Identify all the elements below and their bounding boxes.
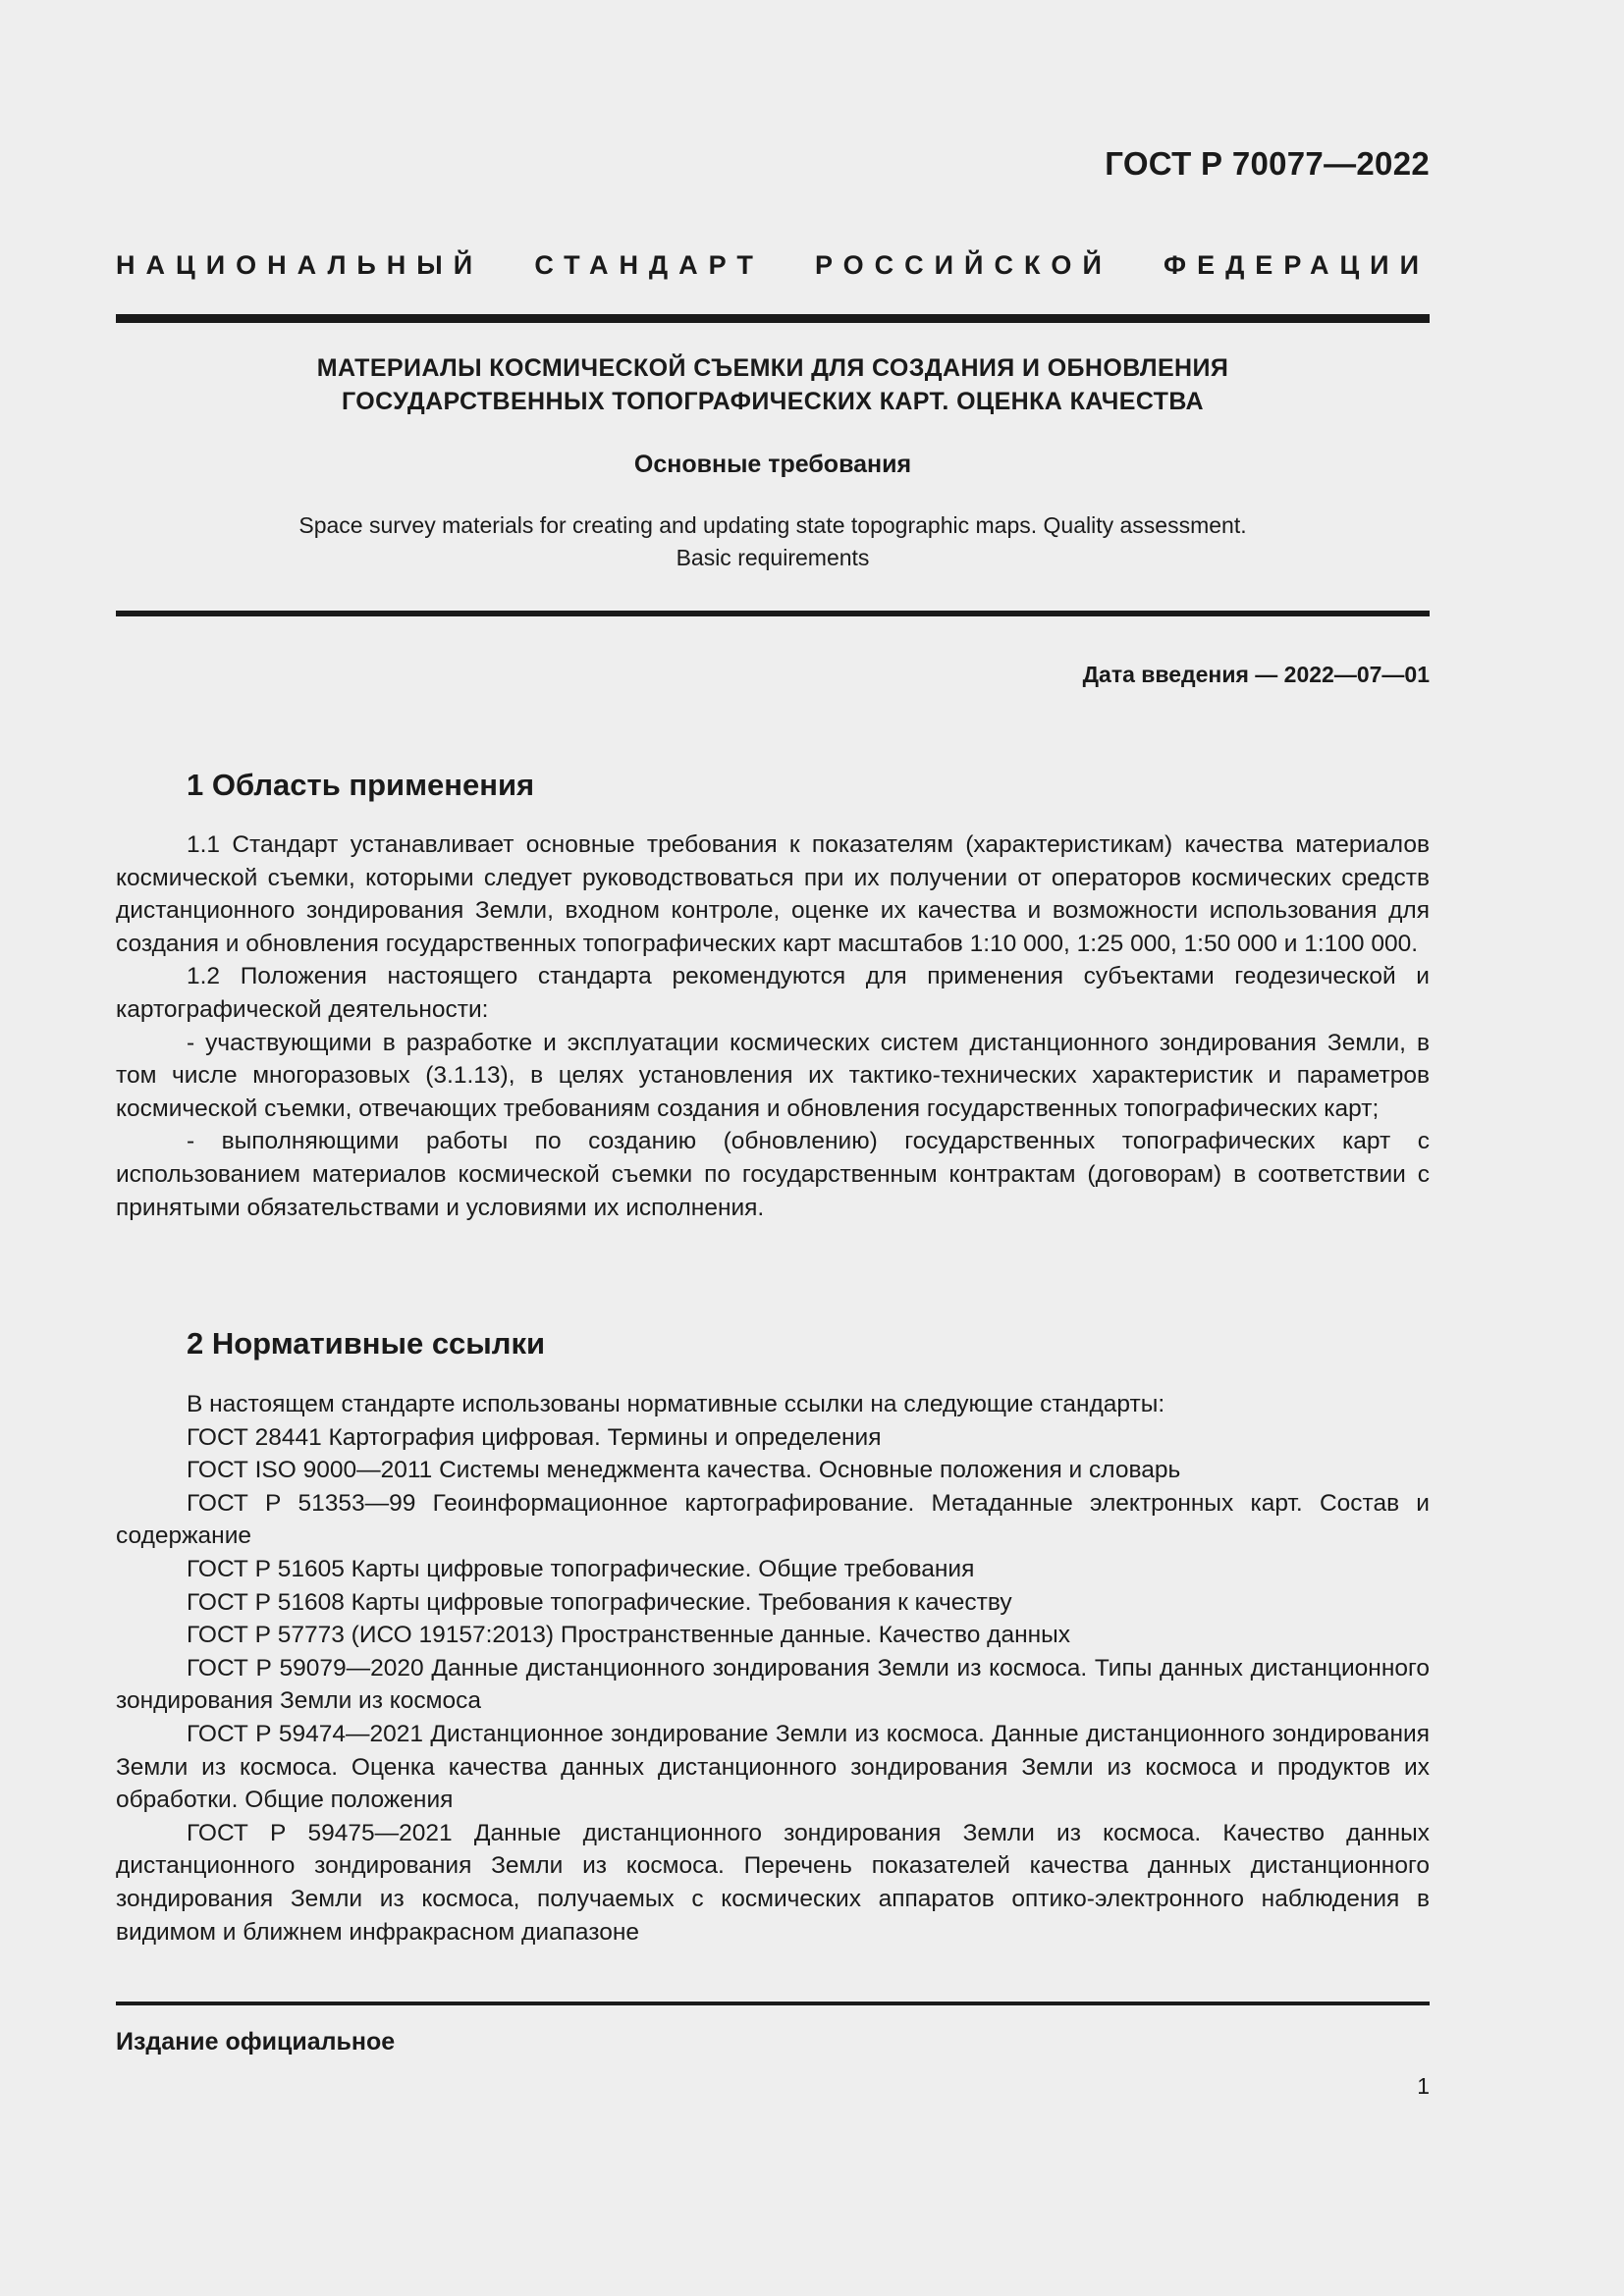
normative-reference: ГОСТ Р 59474—2021 Дистанционное зондирование Земли из космоса. Данные дистанционного зондирования Земли из космоса. Оценка качества данных дистанционного зондирования Земли из космоса и продуктов их обработки. Общие положения <box>116 1720 1430 1814</box>
section-1-paragraph: 1.1 Стандарт устанавливает основные требования к показателям (характеристикам) качества материалов космической съемки, которыми следует руководствоваться при их получении от операторов космических средств дистанционного зондирования Земли, входном контроле, оценке их качества и возможности использования для создания и обновления государственных топографических карт масштабов 1:10 000, 1:25 000, 1:50 000 и 1:100 000. <box>116 831 1430 957</box>
title-en-line-2: Basic requirements <box>676 545 870 570</box>
title-ru-line-1: МАТЕРИАЛЫ КОСМИЧЕСКОЙ СЪЕМКИ ДЛЯ СОЗДАНИЯ И ОБНОВЛЕНИЯ <box>316 354 1229 382</box>
normative-reference: ГОСТ Р 57773 (ИСО 19157:2013) Пространственные данные. Качество данных <box>187 1622 1070 1649</box>
introduction-date: Дата введения — 2022—07—01 <box>1082 662 1430 687</box>
normative-reference: ГОСТ Р 51608 Карты цифровые топографические. Требования к качеству <box>187 1588 1012 1616</box>
normative-reference: ГОСТ Р 59475—2021 Данные дистанционного зондирования Земли из космоса. Качество данных дистанционного зондирования Земли из космоса. Перечень показателей качества данных дистанционного зондирования Земли из космоса, получаемых с космических аппаратов оптико-электронного наблюдения в видимом и ближнем инфракрасном диапазоне <box>116 1819 1430 1946</box>
document-page <box>116 0 1430 2296</box>
section-2-heading: 2 Нормативные ссылки <box>187 1326 546 1361</box>
standard-number: ГОСТ Р 70077—2022 <box>1105 145 1430 182</box>
normative-reference: ГОСТ Р 51353—99 Геоинформационное картографирование. Метаданные электронных карт. Состав и содержание <box>116 1489 1430 1550</box>
document-title-ru <box>116 351 1430 418</box>
footer-rule <box>116 2002 1430 2005</box>
title-ru-line-2: ГОСУДАРСТВЕННЫХ ТОПОГРАФИЧЕСКИХ КАРТ. ОЦЕНКА КАЧЕСТВА <box>342 388 1204 415</box>
section-1-list-item: - выполняющими работы по созданию (обновлению) государственных топографических карт с использованием материалов космической съемки по государственным контрактам (договорам) в соответствии с принятыми обязательствами и условиями их исполнения. <box>116 1128 1430 1221</box>
normative-reference: ГОСТ 28441 Картография цифровая. Термины и определения <box>187 1423 882 1451</box>
section-1-paragraph: 1.2 Положения настоящего стандарта рекомендуются для применения субъектами геодезической и картографической деятельности: <box>116 963 1430 1023</box>
section-2-intro: В настоящем стандарте использованы нормативные ссылки на следующие стандарты: <box>187 1391 1165 1417</box>
section-2-body <box>116 1388 1430 1949</box>
normative-reference: ГОСТ Р 59079—2020 Данные дистанционного зондирования Земли из космоса. Типы данных дистанционного зондирования Земли из космоса <box>116 1654 1430 1715</box>
section-1-list-item: - участвующими в разработке и эксплуатации космических систем дистанционного зондирования Земли, в том числе многоразовых (3.1.13), в целях установления их тактико-технических характеристик и параметров космической съемки, отвечающих требованиям создания и обновления государственных топографических карт; <box>116 1029 1430 1122</box>
document-subtitle-ru: Основные требования <box>633 451 912 478</box>
section-1-heading: 1 Область применения <box>187 768 535 802</box>
normative-reference: ГОСТ Р 51605 Карты цифровые топографические. Общие требования <box>187 1555 975 1582</box>
national-standard-banner: НАЦИОНАЛЬНЫЙ СТАНДАРТ РОССИЙСКОЙ ФЕДЕРАЦИИ <box>116 250 1430 280</box>
title-bottom-rule <box>116 611 1430 616</box>
title-en-line-1: Space survey materials for creating and updating state topographic maps. Quality assessment. <box>298 512 1247 538</box>
document-title-en <box>116 509 1430 574</box>
normative-reference: ГОСТ ISO 9000—2011 Системы менеджмента качества. Основные положения и словарь <box>187 1457 1181 1484</box>
page-number: 1 <box>1417 2073 1430 2099</box>
official-edition-label: Издание официальное <box>116 2028 396 2056</box>
section-1-body <box>116 828 1430 1224</box>
top-rule <box>116 314 1430 323</box>
